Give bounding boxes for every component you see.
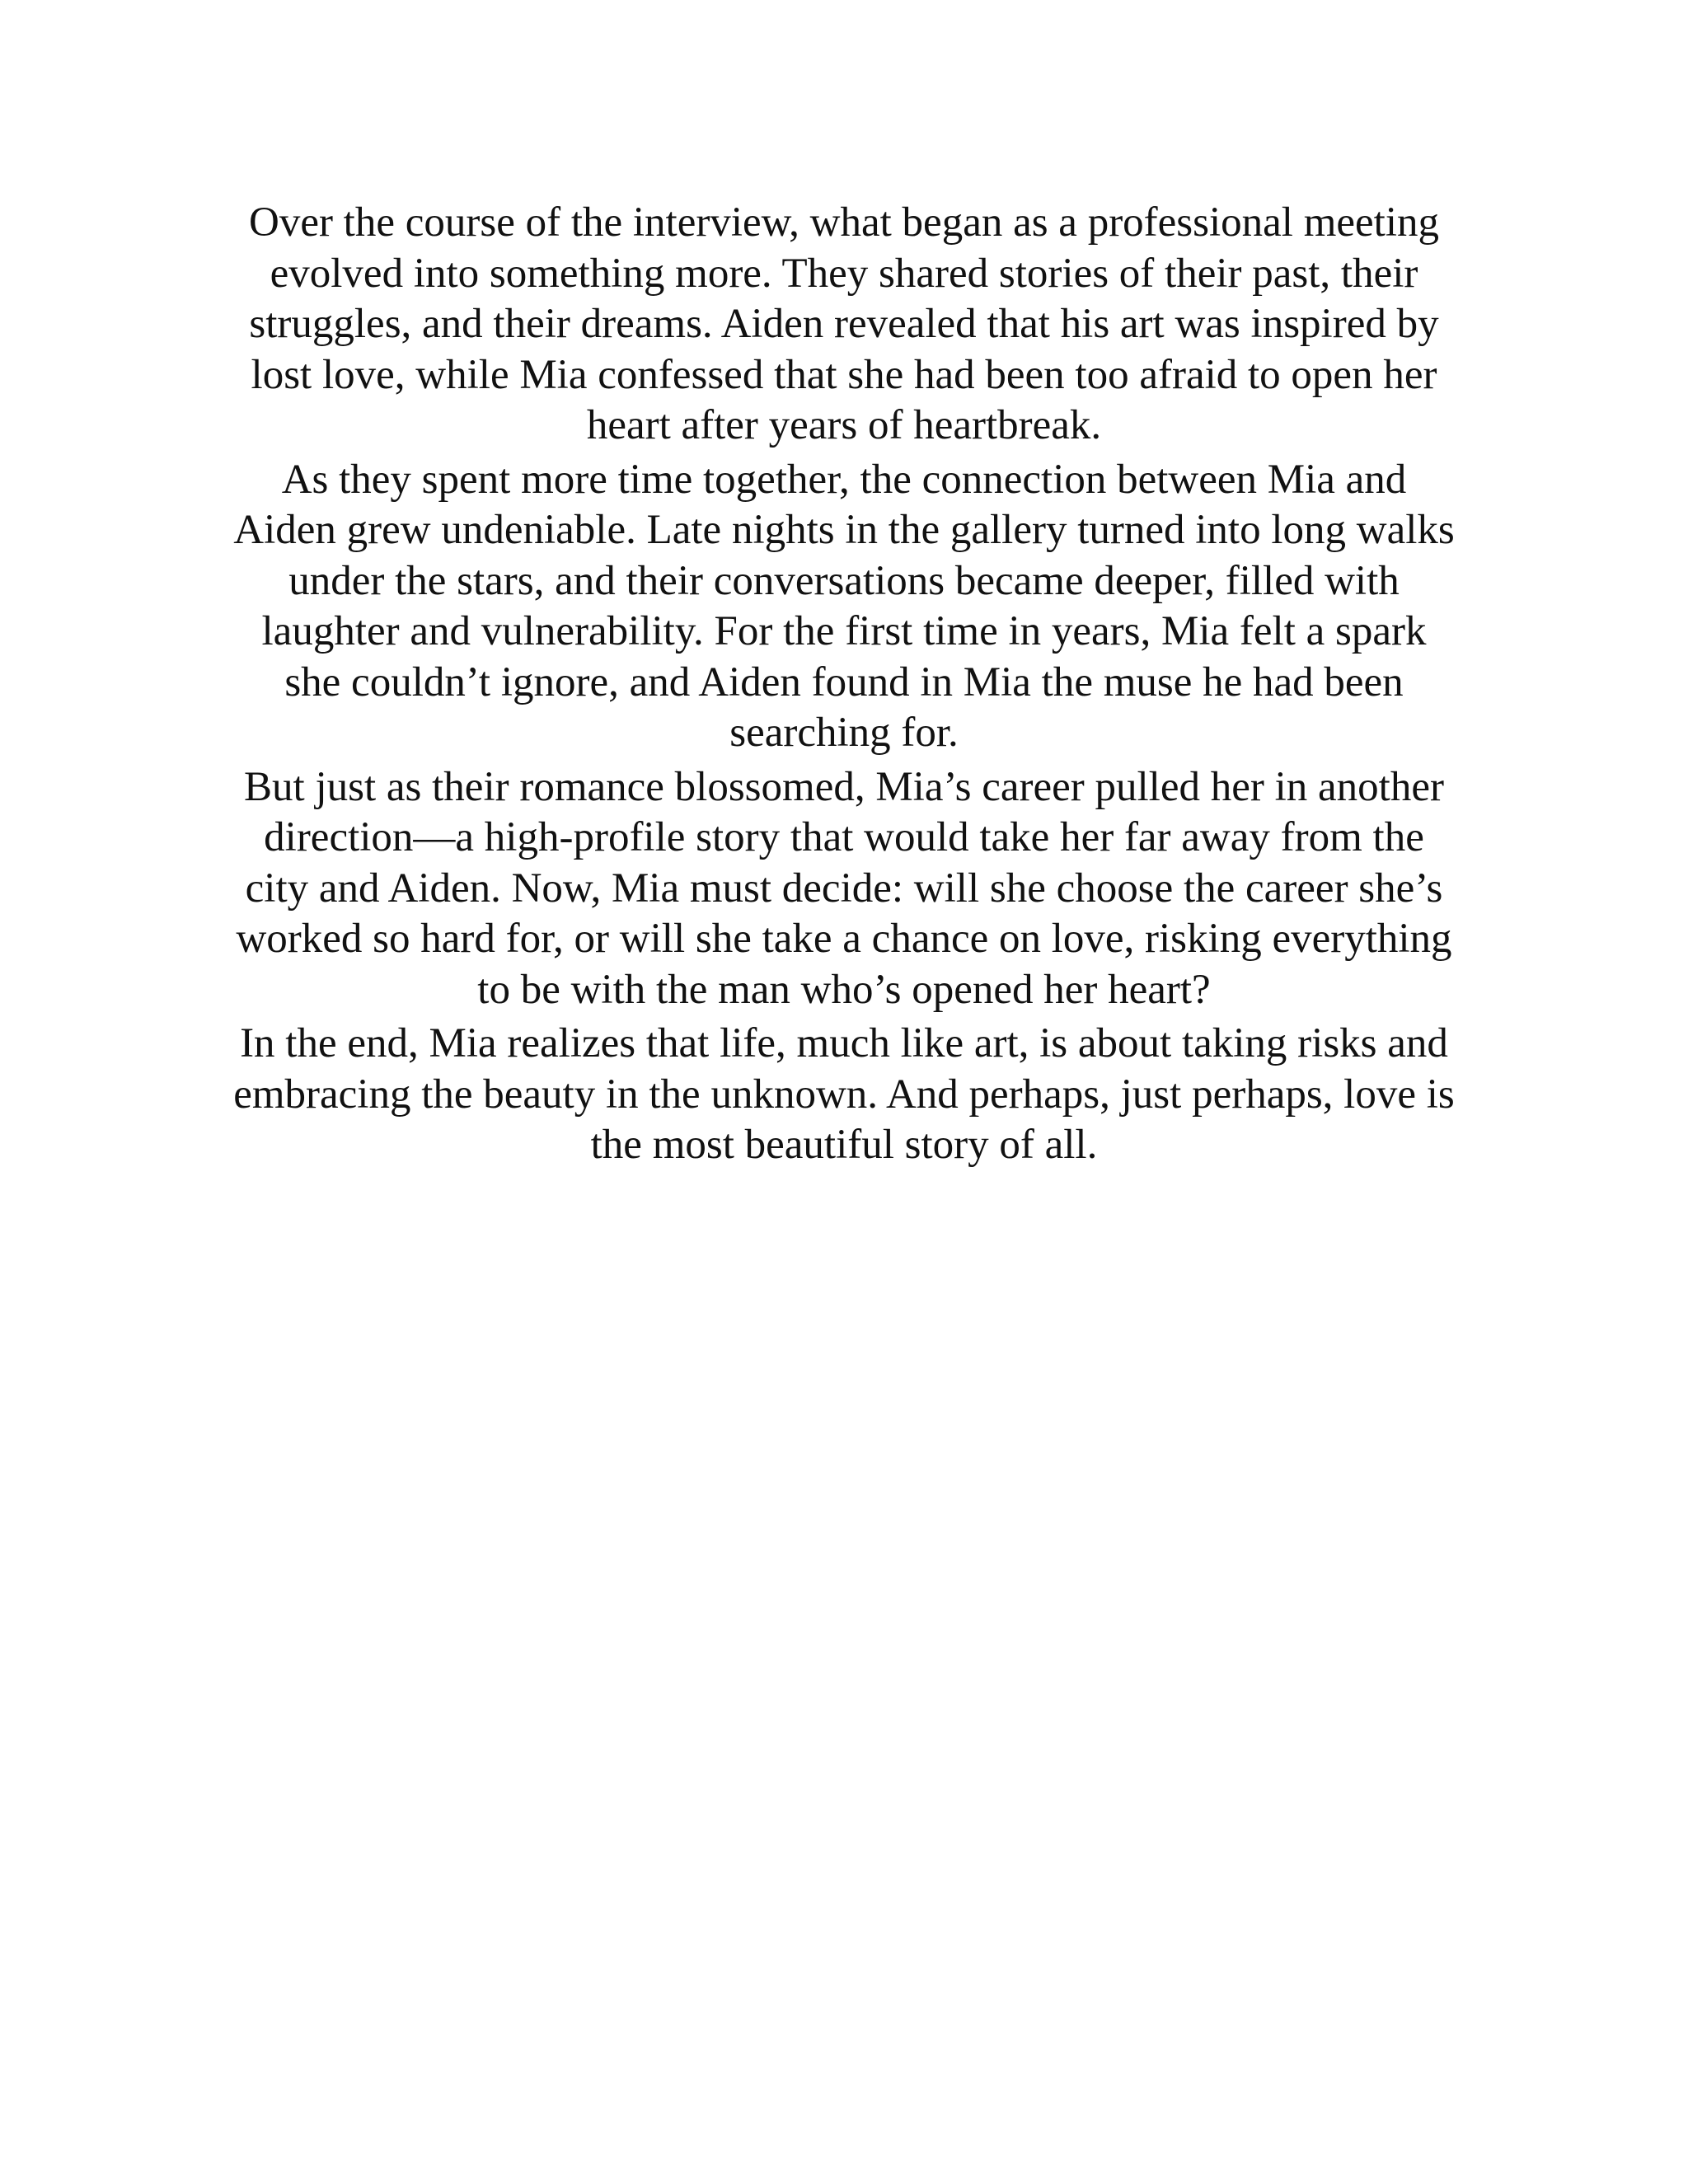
text-line: struggles, and their dreams. Aiden revealed that his art was inspired by bbox=[249, 301, 1439, 347]
paragraph-1 bbox=[185, 198, 1503, 452]
text-line: embracing the beauty in the unknown. And perhaps, just perhaps, love is bbox=[233, 1071, 1455, 1118]
document-body bbox=[185, 198, 1503, 1174]
text-line: Over the course of the interview, what began as a professional meeting bbox=[248, 199, 1439, 246]
text-line: searching for. bbox=[729, 710, 959, 756]
text-line: evolved into something more. They shared stories of their past, their bbox=[270, 250, 1418, 297]
paragraph-2 bbox=[185, 455, 1503, 759]
text-line: lost love, while Mia confessed that she had been too afraid to open her bbox=[251, 351, 1437, 398]
text-line: heart after years of heartbreak. bbox=[586, 402, 1102, 448]
text-line: In the end, Mia realizes that life, much like art, is about taking risks and bbox=[240, 1020, 1448, 1066]
text-line: laughter and vulnerability. For the first time in years, Mia felt a spark bbox=[261, 608, 1427, 654]
text-line: direction—a high-profile story that would take her far away from the bbox=[264, 814, 1424, 860]
text-line: city and Aiden. Now, Mia must decide: will she choose the career she’s bbox=[245, 865, 1443, 912]
paragraph-3 bbox=[185, 762, 1503, 1016]
text-line: worked so hard for, or will she take a chance on love, risking everything bbox=[236, 916, 1452, 962]
text-line: Aiden grew undeniable. Late nights in the gallery turned into long walks bbox=[233, 507, 1455, 553]
text-line: she couldn’t ignore, and Aiden found in Mia the muse he had been bbox=[284, 658, 1404, 705]
text-line: But just as their romance blossomed, Mia’s career pulled her in another bbox=[244, 763, 1444, 810]
text-line: the most beautiful story of all. bbox=[590, 1122, 1098, 1168]
text-line: to be with the man who’s opened her heart? bbox=[477, 966, 1211, 1013]
text-line: As they spent more time together, the connection between Mia and bbox=[281, 456, 1407, 503]
text-line: under the stars, and their conversations became deeper, filled with bbox=[288, 557, 1400, 604]
paragraph-4 bbox=[185, 1019, 1503, 1171]
